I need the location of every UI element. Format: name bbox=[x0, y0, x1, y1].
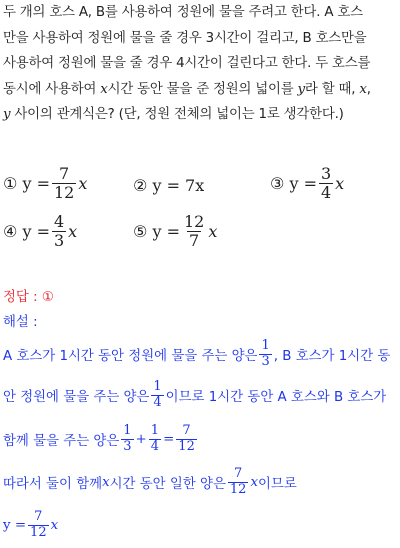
denominator: 4 bbox=[150, 438, 160, 454]
numerator: 1 bbox=[123, 423, 132, 438]
problem-line-4 bbox=[3, 77, 397, 103]
choice-lhs: y = bbox=[152, 222, 180, 242]
variable-x: x bbox=[78, 174, 88, 194]
fraction bbox=[319, 165, 333, 203]
variable-x: x bbox=[250, 474, 258, 490]
numerator: 1 bbox=[261, 338, 270, 353]
numerator: 7 bbox=[234, 466, 243, 481]
numerator: 7 bbox=[59, 164, 70, 183]
numerator: 1 bbox=[150, 423, 160, 438]
fraction bbox=[151, 380, 163, 411]
solution-line-4 bbox=[3, 467, 397, 498]
solution-line-3 bbox=[3, 424, 397, 455]
plus-sign: + bbox=[135, 431, 147, 447]
numerator: 1 bbox=[153, 379, 162, 394]
denominator: 12 bbox=[53, 183, 75, 203]
choice-lhs: y = bbox=[289, 174, 317, 194]
variable-x: x bbox=[102, 474, 110, 490]
choice-1[interactable] bbox=[3, 165, 87, 203]
fraction bbox=[121, 424, 133, 455]
fraction bbox=[182, 213, 206, 251]
solution-text: 이므로 bbox=[258, 476, 297, 492]
fraction bbox=[149, 424, 161, 455]
denominator: 4 bbox=[153, 394, 162, 410]
fraction bbox=[228, 467, 249, 498]
denominator: 7 bbox=[189, 231, 200, 251]
variable-x: x bbox=[100, 81, 108, 97]
solution-line-5 bbox=[3, 510, 397, 541]
choice-lhs: y = bbox=[22, 174, 50, 194]
answer-label: 정답 : ① bbox=[3, 290, 54, 305]
denominator: 12 bbox=[178, 438, 195, 454]
denominator: 3 bbox=[53, 231, 65, 251]
choice-2[interactable] bbox=[133, 176, 204, 195]
problem-text-span: 시간 동안 물을 준 정원의 넓이를 bbox=[107, 81, 298, 97]
solution-text: A 호스가 1시간 동안 정원에 물을 주는 양은 bbox=[3, 348, 258, 364]
equation-lhs: y = bbox=[3, 517, 27, 533]
numerator: 7 bbox=[182, 423, 191, 438]
problem-line-5 bbox=[3, 102, 397, 128]
solution-text: 시간 동안 일한 양은 bbox=[109, 476, 226, 492]
numerator: 3 bbox=[320, 164, 332, 183]
variable-x: x bbox=[359, 81, 367, 97]
choice-mark: ② bbox=[133, 176, 148, 195]
problem-line-2: 만을 사용하여 정원에 물을 줄 경우 3시간이 걸리고, B 호스만을 bbox=[3, 30, 367, 46]
choice-3[interactable] bbox=[270, 165, 344, 203]
solution-line-1 bbox=[3, 339, 397, 370]
variable-x: x bbox=[208, 222, 218, 242]
variable-y: y bbox=[3, 107, 11, 122]
variable-x: x bbox=[335, 174, 345, 194]
solution-text: 이므로 1시간 동안 A 호스와 B 호스가 bbox=[165, 389, 387, 405]
problem-line-3: 사용하여 정원에 물을 줄 경우 4시간이 걸린다고 한다. 두 호스를 bbox=[3, 56, 371, 71]
choice-mark: ③ bbox=[270, 174, 285, 194]
fraction bbox=[28, 510, 49, 541]
variable-y: y bbox=[297, 81, 305, 97]
denominator: 4 bbox=[320, 183, 332, 203]
denominator: 12 bbox=[30, 524, 47, 540]
problem-text-span: , bbox=[366, 81, 371, 97]
fraction bbox=[259, 339, 271, 370]
solution-text: , B 호스가 1시간 동 bbox=[273, 348, 391, 364]
solution-line-2 bbox=[3, 380, 397, 411]
solution-text: 안 정원에 물을 주는 양은 bbox=[3, 389, 150, 405]
problem-line-1: 두 개의 호스 A, B를 사용하여 정원에 물을 주려고 한다. A 호스 bbox=[3, 5, 363, 20]
problem-text-span: 사이의 관계식은? (단, 정원 전체의 넓이는 1로 생각한다.) bbox=[10, 107, 344, 122]
denominator: 3 bbox=[261, 353, 270, 369]
solution-text: 따라서 둘이 함께 bbox=[3, 476, 103, 492]
variable-x: x bbox=[50, 517, 59, 533]
variable-x: x bbox=[68, 222, 78, 242]
choice-lhs: y = bbox=[22, 222, 50, 242]
numerator: 12 bbox=[183, 212, 205, 231]
equals-sign: = bbox=[163, 431, 175, 447]
problem-text bbox=[3, 0, 397, 128]
problem-text-span: 라 할 때, bbox=[304, 81, 360, 97]
fraction bbox=[52, 213, 66, 251]
fraction bbox=[52, 165, 76, 203]
problem-text-span: 동시에 사용하여 bbox=[3, 81, 101, 97]
denominator: 12 bbox=[229, 481, 247, 497]
choice-mark: ① bbox=[3, 174, 18, 194]
numerator: 7 bbox=[34, 509, 43, 524]
solution-label: 해설 : bbox=[3, 315, 38, 330]
choice-4[interactable] bbox=[3, 213, 77, 251]
choice-mark: ④ bbox=[3, 222, 18, 242]
solution-text: 함께 물을 주는 양은 bbox=[3, 433, 120, 449]
fraction bbox=[176, 424, 197, 455]
choice-5[interactable] bbox=[133, 213, 217, 251]
choice-mark: ⑤ bbox=[133, 222, 148, 242]
denominator: 3 bbox=[123, 438, 132, 454]
numerator: 4 bbox=[53, 212, 65, 231]
choice-expr: y = 7x bbox=[152, 176, 205, 195]
